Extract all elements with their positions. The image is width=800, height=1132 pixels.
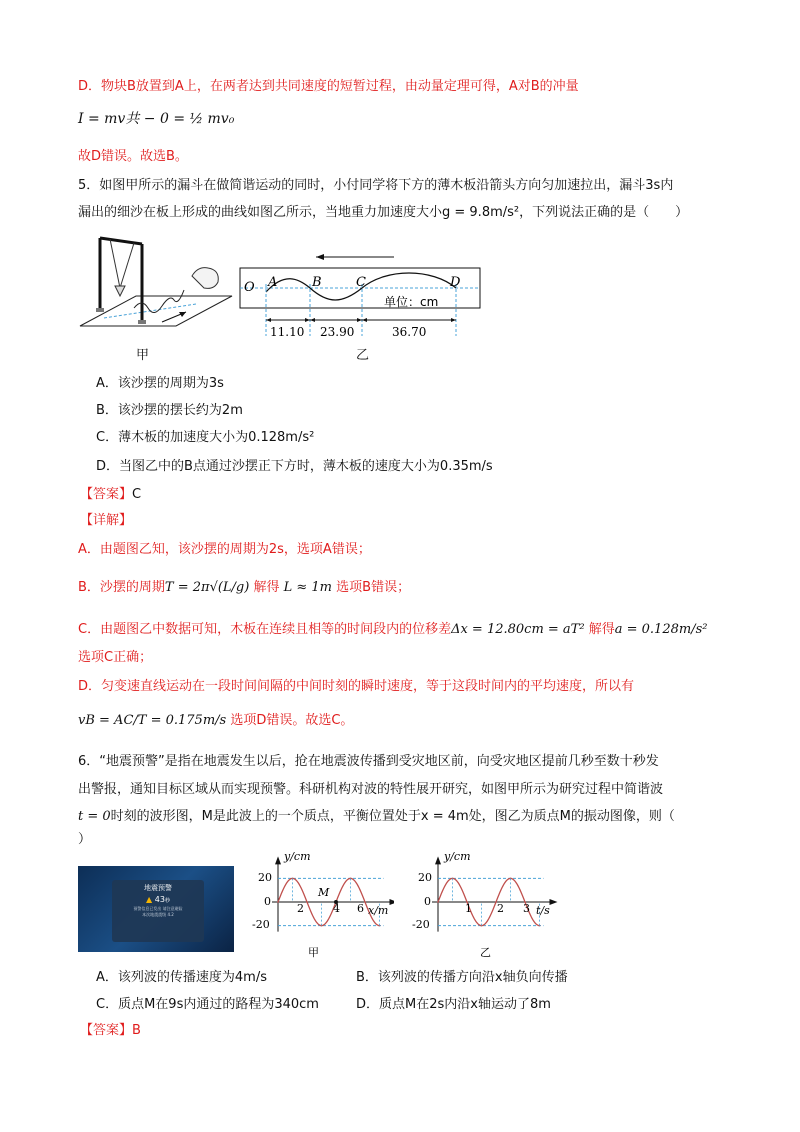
wave-xlabel: x/m	[368, 904, 389, 917]
wave-caption: 甲	[308, 946, 319, 959]
wave-ytick-20: 20	[258, 871, 272, 884]
segment-length-2: 23.90	[320, 325, 355, 339]
segment-length-3: 36.70	[392, 325, 427, 339]
vibration-graph	[408, 846, 558, 962]
vib-ytick-neg20: -20	[412, 918, 430, 931]
explanation-c-prefix: C．由题图乙中数据可知，木板在连续且相等的时间段内的位移差	[78, 622, 452, 637]
q6-option-a: A．该列波的传播速度为4m/s	[96, 970, 267, 985]
explanation-d: D．匀变速直线运动在一段时间间隔的中间时刻的瞬时速度，等于这段时间内的平均速度，所以有	[78, 679, 635, 694]
option-d-explanation: D．物块B放置到A上，在两者达到共同速度的短暂过程，由动量定理可得，A对B的冲量	[78, 79, 579, 94]
q5-option-b: B．该沙摆的摆长约为2m	[96, 403, 243, 418]
point-label-o: O	[244, 280, 255, 295]
q6-stem-line4: ）	[78, 832, 92, 847]
point-m-label: M	[318, 886, 330, 899]
q6-option-b: B．该列波的传播方向沿x轴负向传播	[356, 970, 568, 985]
q5-answer	[80, 485, 141, 505]
figure-yi-caption: 乙	[356, 348, 370, 363]
vib-ylabel: y/cm	[444, 850, 471, 863]
time-zero: t = 0	[78, 809, 111, 824]
data-point	[306, 901, 308, 903]
warning-countdown	[112, 895, 204, 904]
wave-xtick-4: 4	[333, 902, 340, 915]
answer-label: 【答案】	[80, 487, 133, 502]
q6-answer-value: B	[132, 1023, 141, 1038]
explanation-d-formula-line	[78, 711, 353, 731]
explanation-a: A．由题图乙知，该沙摆的周期为2s，选项A错误；	[78, 542, 371, 557]
q5-stem-line1: 5．如图甲所示的漏斗在做简谐运动的同时，小付同学将下方的薄木板沿箭头方向匀加速拉出，漏斗3s内	[78, 178, 674, 193]
countdown-value: 43	[154, 895, 165, 904]
data-point	[277, 901, 279, 903]
q6-stem-line3-text: 时刻的波形图，M是此波上的一个质点，平衡位置处于x = 4m处，图乙为质点M的振动图像，则（	[110, 809, 675, 824]
point-label-d: D	[450, 275, 461, 290]
acceleration-result: a = 0.128m/s²	[614, 622, 708, 637]
q6-stem-line3	[78, 807, 675, 827]
vib-ytick-20: 20	[418, 871, 432, 884]
explanation-c-suffix: 选项C正确；	[78, 650, 153, 665]
q6-answer-label: 【答案】	[80, 1023, 133, 1038]
velocity-b-formula: vB = AC/T = 0.175m/s	[78, 713, 227, 728]
x-axis-arrow	[550, 899, 558, 905]
unit-label: 单位：cm	[384, 295, 439, 309]
detail-label: 【详解】	[80, 513, 133, 528]
y-axis-arrow	[275, 856, 281, 864]
funnel-apparatus-figure	[76, 228, 236, 340]
q5-stem-line2: 漏出的细沙在板上形成的曲线如图乙所示，当地重力加速度大小g = 9.8m/s²，下列说法正确的是（ ）	[78, 205, 689, 220]
displacement-difference-formula: Δx = 12.80cm = aT²	[451, 622, 585, 637]
wave-ylabel: y/cm	[284, 850, 311, 863]
vib-caption: 乙	[480, 946, 491, 959]
vib-xtick-2: 2	[497, 902, 504, 915]
vib-xtick-1: 1	[465, 902, 472, 915]
impulse-formula: I = mv共 − 0 = ½ mv₀	[78, 111, 235, 127]
explanation-b-suffix: 选项B错误；	[336, 580, 411, 595]
point-label-a: A	[268, 275, 278, 290]
wave-xtick-2: 2	[297, 902, 304, 915]
x-axis-arrow	[390, 899, 395, 905]
sand-curve-figure	[236, 244, 484, 340]
vib-ytick-0: 0	[424, 895, 431, 908]
point-label-b: B	[312, 275, 322, 290]
explanation-d-suffix: 选项D错误。故选C。	[230, 713, 354, 728]
explanation-b-mid: 解得	[253, 580, 280, 595]
q6-option-d: D．质点M在2s内沿x轴运动了8m	[356, 997, 551, 1012]
countdown-unit: 秒	[164, 898, 170, 904]
answer-value: C	[132, 487, 142, 502]
explanation-c-mid: 解得	[588, 622, 615, 637]
wave-ytick-neg20: -20	[252, 918, 270, 931]
q6-answer	[80, 1021, 141, 1041]
figure-jia-caption: 甲	[136, 348, 150, 363]
q5-option-d: D．当图乙中的B点通过沙摆正下方时，薄木板的速度大小为0.35m/s	[96, 459, 493, 474]
wave-ytick-0: 0	[264, 895, 271, 908]
y-axis-arrow	[435, 856, 441, 864]
explanation-b	[78, 578, 410, 598]
data-point	[364, 901, 366, 903]
warning-title: 地震预警	[144, 884, 172, 892]
warning-line-2: 本次地震震级 4.2	[142, 912, 174, 917]
wave-xtick-6: 6	[357, 902, 364, 915]
wave-form-graph	[244, 846, 394, 962]
prev-conclusion: 故D错误。故选B。	[78, 149, 188, 164]
vib-xlabel: t/s	[536, 904, 550, 917]
vib-xtick-3: 3	[523, 902, 530, 915]
earthquake-warning-photo	[78, 866, 234, 952]
q6-stem-line1: 6．“地震预警”是指在地震发生以后，抢在地震波传播到受灾地区前，向受灾地区提前几秒至数十秒发	[78, 754, 659, 769]
segment-length-1: 11.10	[270, 325, 305, 339]
warning-triangle-icon: ▲	[146, 895, 153, 904]
pendulum-period-formula: T = 2π√(L/g)	[164, 580, 250, 595]
q5-option-a: A．该沙摆的周期为3s	[96, 376, 224, 391]
point-label-c: C	[356, 275, 366, 290]
q6-option-c: C．质点M在9s内通过的路程为340cm	[96, 997, 319, 1012]
warning-dialog	[112, 880, 204, 942]
explanation-c	[78, 620, 707, 640]
explanation-b-prefix: B．沙摆的周期	[78, 580, 165, 595]
data-point	[437, 901, 439, 903]
warning-line-1: 预警信息已发出 请注意避险	[133, 906, 183, 911]
pendulum-length-result: L ≈ 1m	[283, 580, 333, 595]
q5-option-c: C．薄木板的加速度大小为0.128m/s²	[96, 430, 315, 445]
q6-stem-line2: 出警报，通知目标区域从而实现预警。科研机构对波的特性展开研究，如图甲所示为研究过程中简谐波	[78, 782, 664, 797]
